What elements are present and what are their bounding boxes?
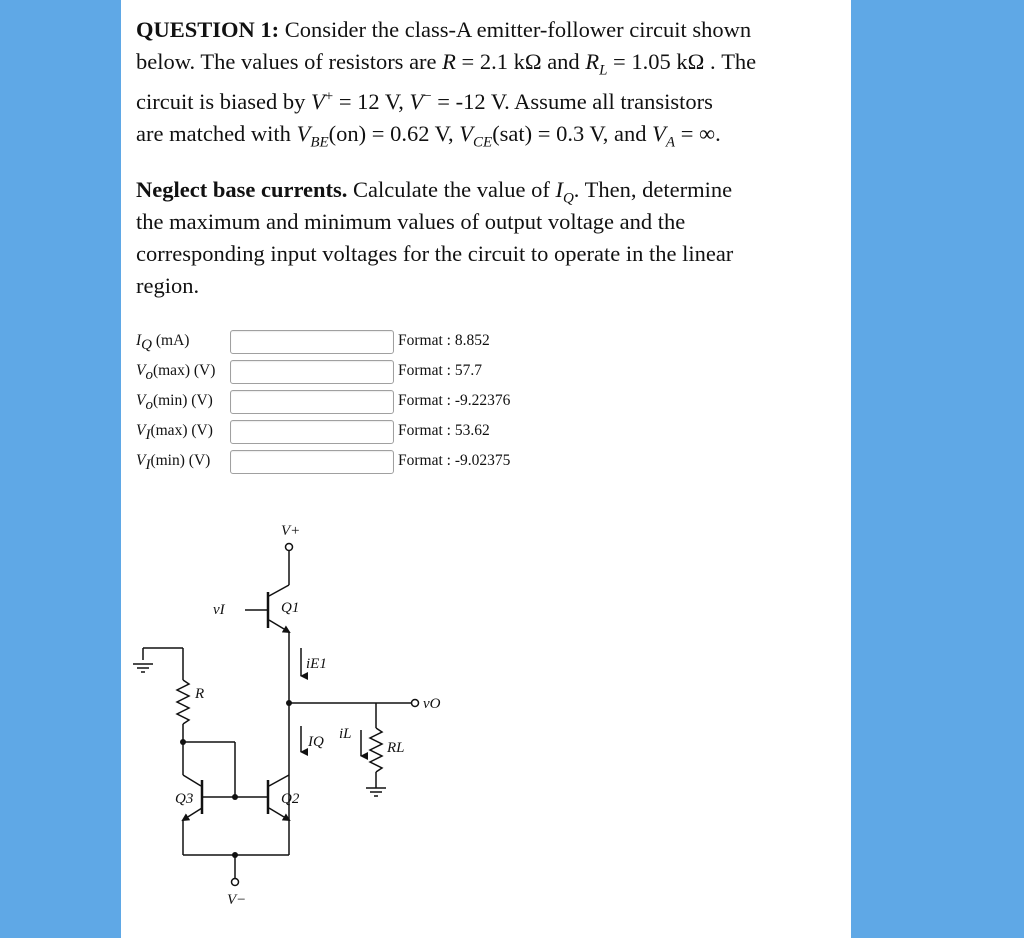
answer-label-vi-min: $V_I(\min)$ (V) [136,452,211,474]
q1-label: Q1 [281,600,300,616]
il-label: iL [339,726,352,742]
vo-label: vO [423,696,441,712]
answer-label-iq: $I_Q$ (mA) [136,332,190,354]
answer-label-vi-max: $V_I(\max)$ (V) [136,422,213,444]
vi-label: vI [213,602,225,618]
vminus-terminal [232,879,239,886]
vo-terminal [412,700,419,707]
vminus-label: V− [227,892,247,908]
q3-label: Q3 [175,791,194,807]
answer-label-vo-max: $V_o(\max)$ (V) [136,362,216,384]
format-hint-vo-min: Format : -9.22376 [398,392,511,409]
answer-label-vo-min: $V_o(\min)$ (V) [136,392,213,414]
rl-resistor [370,728,382,772]
question-heading: QUESTION 1: [136,17,280,42]
vplus-terminal [286,544,293,551]
q2-label: Q2 [281,791,300,807]
ie1-label: iE1 [306,656,327,672]
iq-label: IQ [308,734,324,750]
question-paragraph: QUESTION 1: Consider the class-A emitter-follower circuit shown below. The values of resistors are R = 2.1 kΩ and $R_L = 1.05$ kΩ . The circuit is biased by V+ = 12 V, V− = -12 V. Assume all transistors are matched with $V_{BE}(on) = 0.62$ V, $V_{CE}(sat) = 0.3$ V, and $V_A$ = ∞. [136,17,757,151]
vplus-label: V+ [281,523,301,539]
format-hint-vo-max: Format : 57.7 [398,362,482,379]
r-label: R [195,686,205,702]
instruction-paragraph: Neglect base currents. Calculate the value of $I_Q$. Then, determine the maximum and minimum values of output voltage and the corresponding input voltages for the circuit to operate in the linear region. [136,177,734,298]
format-hint-iq: Format : 8.852 [398,332,490,349]
rl-label: RL [387,740,405,756]
format-hint-vi-max: Format : 53.62 [398,422,490,439]
format-hint-vi-min: Format : -9.02375 [398,452,511,469]
circuit-diagram [121,0,851,938]
r-resistor [177,680,189,724]
question-page [121,0,851,938]
